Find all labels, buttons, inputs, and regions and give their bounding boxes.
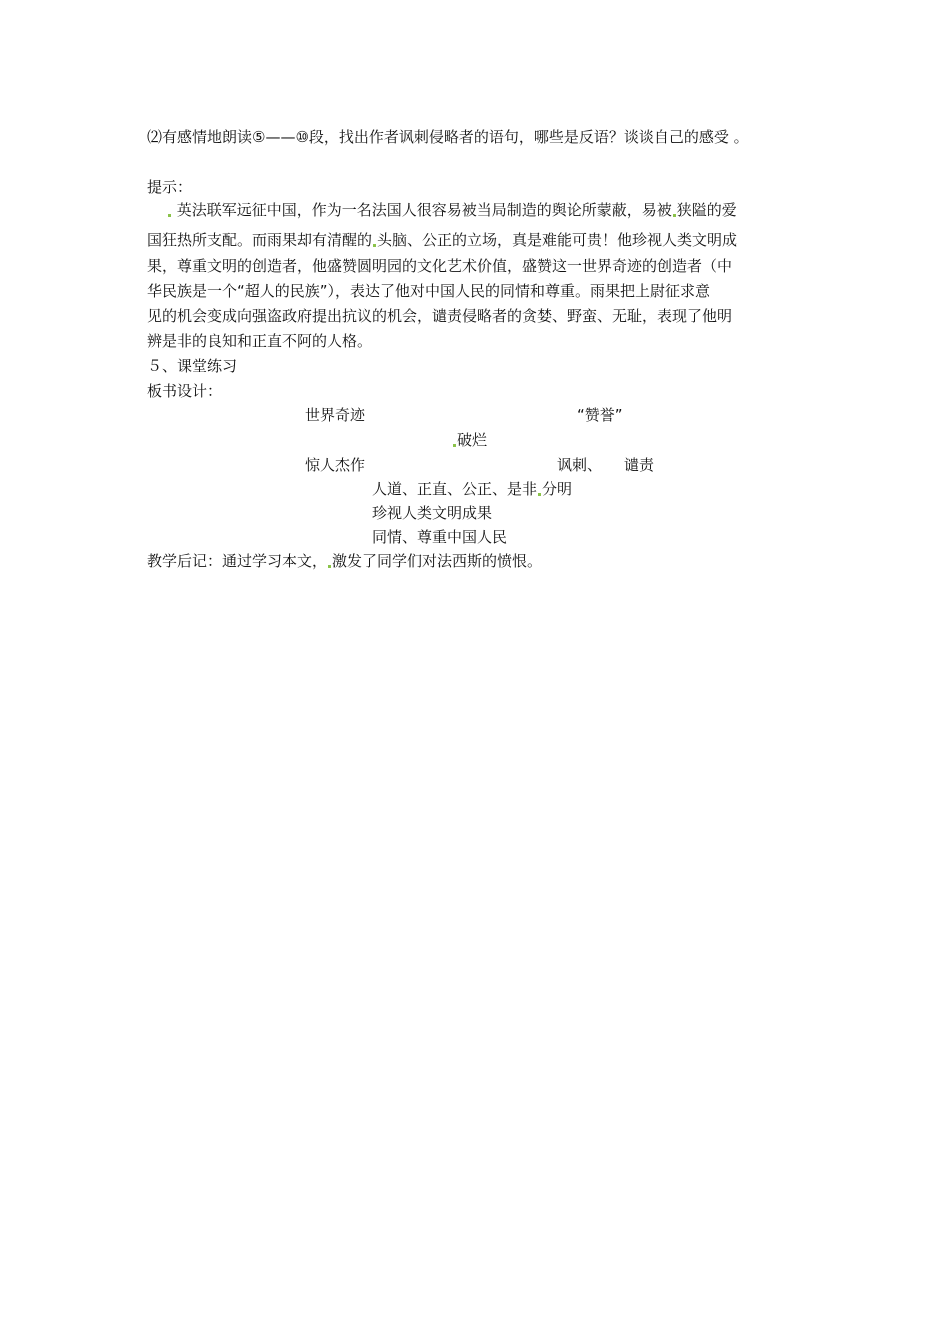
hint-line-3: 果，尊重文明的创造者，他盛赞圆明园的文化艺术价值，盛赞这一世界奇迹的创造者（中	[147, 257, 733, 275]
question-text: ⑵有感情地朗读⑤——⑩段，找出作者讽刺侵略者的语句，哪些是反语？谈谈自己的感受 。	[147, 128, 749, 146]
marker-dot	[453, 444, 456, 447]
board-label: 板书设计：	[147, 382, 223, 400]
marker-dot	[373, 244, 376, 247]
hint-line-4: 华民族是一个“超人的民族”），表达了他对中国人民的同情和尊重。雨果把上尉征求意	[147, 282, 711, 300]
hint-line-5: 见的机会变成向强盗政府提出抗议的机会，谴责侵略者的贪婪、野蛮、无耻，表现了他明	[147, 307, 733, 325]
marker-dot	[328, 565, 331, 568]
afterword: 教学后记：通过学习本文， 激发了同学们对法西斯的愤恨。	[147, 552, 543, 570]
board-masterpiece: 惊人杰作	[305, 456, 366, 474]
board-destroy: 破烂	[452, 430, 487, 450]
exercise-heading: ５、课堂练习	[147, 357, 238, 375]
marker-dot	[673, 214, 676, 217]
board-condemn: 谴责	[624, 456, 655, 474]
marker-dot	[168, 214, 171, 217]
hint-label: 提示：	[147, 178, 193, 196]
board-wonder: 世界奇迹	[305, 406, 366, 424]
marker-dot	[538, 493, 541, 496]
board-quality-1: 人道、正直、公正、是非 分明	[372, 480, 573, 498]
board-praise: “赞誉”	[577, 406, 623, 424]
board-irony: 讽刺、	[557, 456, 603, 474]
hint-line-2: 国狂热所支配。而雨果却有清醒的 头脑、公正的立场，真是难能可贵！他珍视人类文明成	[147, 231, 738, 249]
board-quality-2: 珍视人类文明成果	[372, 504, 493, 522]
hint-line-6: 辨是非的良知和正直不阿的人格。	[147, 332, 373, 350]
hint-line-1: 英法联军远征中国，作为一名法国人很容易被当局制造的舆论所蒙蔽，易被 狭隘的爱	[167, 200, 737, 220]
board-quality-3: 同情、尊重中国人民	[372, 528, 508, 546]
